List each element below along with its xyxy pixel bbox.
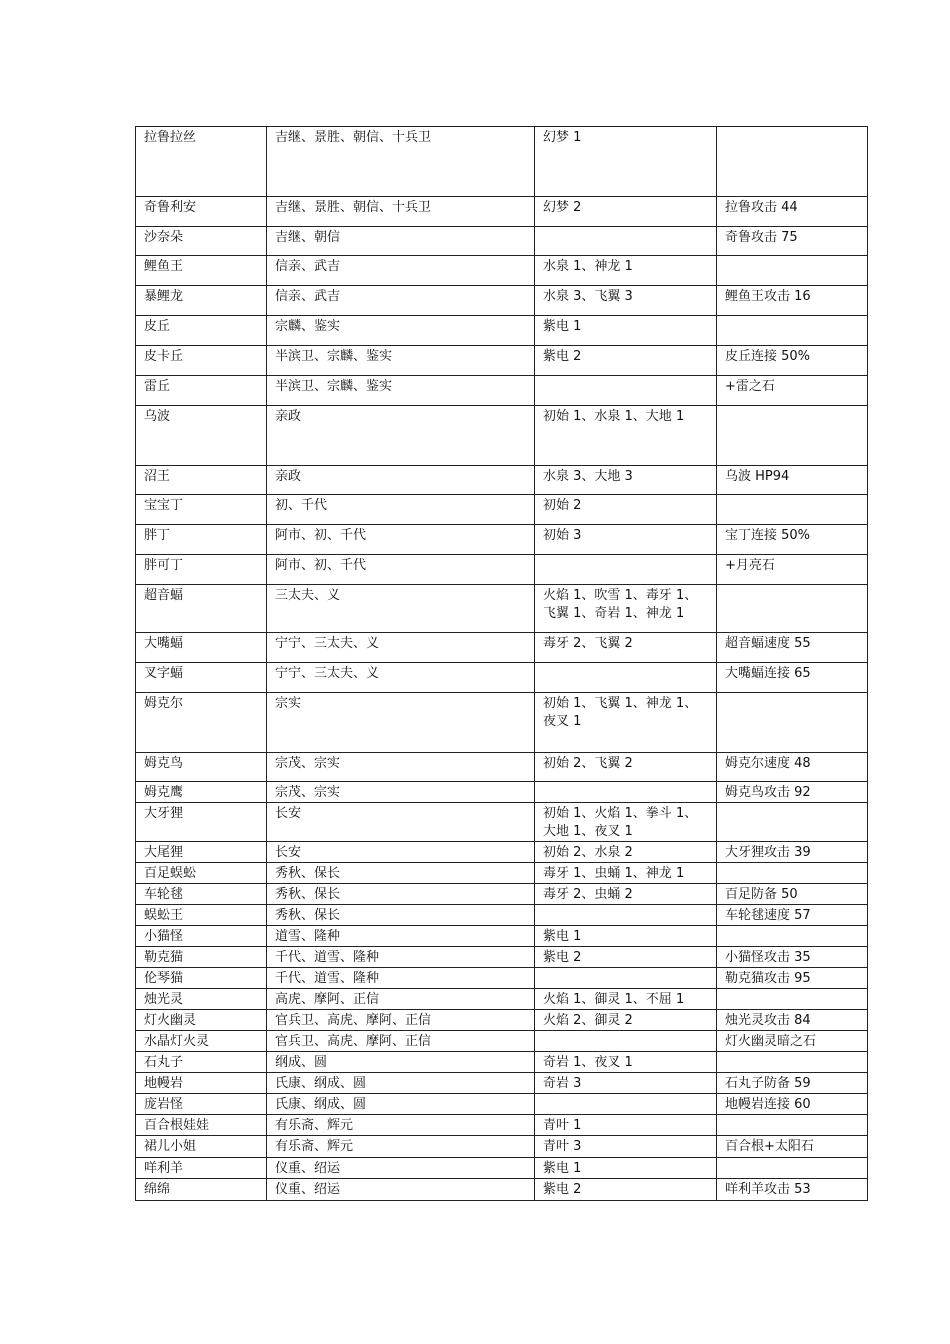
- requirement-cell: 毒牙 2、飞翼 2: [535, 633, 717, 663]
- pokemon-name-cell: 叉字蝠: [136, 663, 267, 693]
- pokemon-name-cell: 拉鲁拉丝: [136, 127, 267, 197]
- evolution-condition-cell: 大牙狸攻击 39: [717, 842, 868, 863]
- table-row: [136, 346, 868, 376]
- table-row: [136, 842, 868, 863]
- requirement-cell: 初始 3: [535, 525, 717, 555]
- pokemon-name-cell: 胖丁: [136, 525, 267, 555]
- pokemon-name-cell: 地幔岩: [136, 1073, 267, 1094]
- pokemon-name-cell: 大嘴蝠: [136, 633, 267, 663]
- table-row: [136, 753, 868, 782]
- evolution-table: [135, 126, 868, 1201]
- evolution-condition-cell: 乌波 HP94: [717, 466, 868, 495]
- commanders-cell: 宁宁、三太夫、义: [267, 633, 535, 663]
- evolution-condition-cell: 姆克尔速度 48: [717, 753, 868, 782]
- table-row: [136, 1031, 868, 1052]
- requirement-cell: 水泉 3、大地 3: [535, 466, 717, 495]
- commanders-cell: 吉继、景胜、朝信、十兵卫: [267, 127, 535, 197]
- table-row: [136, 197, 868, 227]
- table-row: [136, 256, 868, 286]
- requirement-cell: 紫电 1: [535, 926, 717, 947]
- pokemon-name-cell: 百足蜈蚣: [136, 863, 267, 884]
- requirement-cell: [535, 968, 717, 989]
- requirement-cell: [535, 555, 717, 585]
- commanders-cell: 长安: [267, 842, 535, 863]
- requirement-cell: 初始 2: [535, 495, 717, 525]
- requirement-cell: 幻梦 1: [535, 127, 717, 197]
- requirement-cell: 青叶 1: [535, 1115, 717, 1136]
- commanders-cell: 阿市、初、千代: [267, 555, 535, 585]
- commanders-cell: 半滨卫、宗麟、鉴实: [267, 376, 535, 406]
- pokemon-name-cell: 雷丘: [136, 376, 267, 406]
- table-row: [136, 286, 868, 316]
- requirement-cell: 幻梦 2: [535, 197, 717, 227]
- table-row: [136, 227, 868, 256]
- pokemon-name-cell: 水晶灯火灵: [136, 1031, 267, 1052]
- commanders-cell: 氏康、纲成、圆: [267, 1094, 535, 1115]
- requirement-cell: 火焰 1、吹雪 1、毒牙 1、 飞翼 1、奇岩 1、神龙 1: [535, 585, 717, 633]
- pokemon-name-cell: 姆克鸟: [136, 753, 267, 782]
- commanders-cell: 初、千代: [267, 495, 535, 525]
- pokemon-name-cell: 庞岩怪: [136, 1094, 267, 1115]
- pokemon-name-cell: 蜈蚣王: [136, 905, 267, 926]
- pokemon-name-cell: 烛光灵: [136, 989, 267, 1010]
- requirement-cell: 青叶 3: [535, 1136, 717, 1158]
- requirement-cell: 奇岩 3: [535, 1073, 717, 1094]
- evolution-condition-cell: 超音蝠速度 55: [717, 633, 868, 663]
- pokemon-name-cell: 裙儿小姐: [136, 1136, 267, 1158]
- commanders-cell: 道雪、隆种: [267, 926, 535, 947]
- requirement-cell: 紫电 2: [535, 947, 717, 968]
- evolution-condition-cell: [717, 926, 868, 947]
- evolution-condition-cell: [717, 989, 868, 1010]
- table-row: [136, 376, 868, 406]
- commanders-cell: 宗实: [267, 693, 535, 753]
- requirement-cell: [535, 227, 717, 256]
- commanders-cell: 千代、道雪、隆种: [267, 968, 535, 989]
- table-row: [136, 555, 868, 585]
- pokemon-name-cell: 伦琴猫: [136, 968, 267, 989]
- commanders-cell: 宗麟、鉴实: [267, 316, 535, 346]
- pokemon-name-cell: 皮卡丘: [136, 346, 267, 376]
- table-row: [136, 905, 868, 926]
- pokemon-name-cell: 百合根娃娃: [136, 1115, 267, 1136]
- commanders-cell: 信亲、武吉: [267, 286, 535, 316]
- evolution-condition-cell: 小猫怪攻击 35: [717, 947, 868, 968]
- pokemon-name-cell: 小猫怪: [136, 926, 267, 947]
- evolution-condition-cell: +雷之石: [717, 376, 868, 406]
- table-body: [136, 127, 868, 1201]
- table-row: [136, 663, 868, 693]
- table-row: [136, 316, 868, 346]
- evolution-condition-cell: 姆克鸟攻击 92: [717, 782, 868, 803]
- table-row: [136, 1094, 868, 1115]
- pokemon-name-cell: 石丸子: [136, 1052, 267, 1073]
- evolution-condition-cell: [717, 803, 868, 842]
- requirement-cell: 火焰 2、御灵 2: [535, 1010, 717, 1031]
- evolution-condition-cell: 鲤鱼王攻击 16: [717, 286, 868, 316]
- requirement-cell: [535, 1094, 717, 1115]
- evolution-condition-cell: [717, 863, 868, 884]
- evolution-condition-cell: [717, 316, 868, 346]
- table-row: [136, 585, 868, 633]
- commanders-cell: 仪重、绍运: [267, 1179, 535, 1201]
- pokemon-name-cell: 乌波: [136, 406, 267, 466]
- pokemon-name-cell: 胖可丁: [136, 555, 267, 585]
- requirement-cell: [535, 782, 717, 803]
- commanders-cell: 阿市、初、千代: [267, 525, 535, 555]
- evolution-condition-cell: 烛光灵攻击 84: [717, 1010, 868, 1031]
- commanders-cell: 秀秋、保长: [267, 863, 535, 884]
- table-row: [136, 782, 868, 803]
- commanders-cell: 半滨卫、宗麟、鉴实: [267, 346, 535, 376]
- table-row: [136, 633, 868, 663]
- table-row: [136, 1052, 868, 1073]
- requirement-cell: 奇岩 1、夜叉 1: [535, 1052, 717, 1073]
- evolution-condition-cell: 百合根+太阳石: [717, 1136, 868, 1158]
- table-row: [136, 803, 868, 842]
- evolution-condition-cell: [717, 127, 868, 197]
- table-row: [136, 127, 868, 197]
- pokemon-name-cell: 暴鲤龙: [136, 286, 267, 316]
- table-row: [136, 947, 868, 968]
- commanders-cell: 长安: [267, 803, 535, 842]
- evolution-condition-cell: [717, 1158, 868, 1179]
- commanders-cell: 吉继、朝信: [267, 227, 535, 256]
- commanders-cell: 亲政: [267, 466, 535, 495]
- pokemon-name-cell: 沙奈朵: [136, 227, 267, 256]
- requirement-cell: 初始 1、飞翼 1、神龙 1、 夜叉 1: [535, 693, 717, 753]
- table-row: [136, 1136, 868, 1158]
- pokemon-name-cell: 鲤鱼王: [136, 256, 267, 286]
- evolution-condition-cell: [717, 406, 868, 466]
- table-row: [136, 863, 868, 884]
- evolution-condition-cell: 百足防备 50: [717, 884, 868, 905]
- evolution-condition-cell: [717, 495, 868, 525]
- pokemon-name-cell: 勒克猫: [136, 947, 267, 968]
- table-row: [136, 1115, 868, 1136]
- table-row: [136, 1179, 868, 1201]
- evolution-condition-cell: 拉鲁攻击 44: [717, 197, 868, 227]
- evolution-condition-cell: [717, 693, 868, 753]
- commanders-cell: 宁宁、三太夫、义: [267, 663, 535, 693]
- table-row: [136, 466, 868, 495]
- evolution-condition-cell: 皮丘连接 50%: [717, 346, 868, 376]
- evolution-condition-cell: 奇鲁攻击 75: [717, 227, 868, 256]
- evolution-condition-cell: 大嘴蝠连接 65: [717, 663, 868, 693]
- commanders-cell: 吉继、景胜、朝信、十兵卫: [267, 197, 535, 227]
- pokemon-name-cell: 姆克鹰: [136, 782, 267, 803]
- pokemon-name-cell: 车轮毬: [136, 884, 267, 905]
- commanders-cell: 官兵卫、高虎、摩阿、正信: [267, 1031, 535, 1052]
- requirement-cell: [535, 1031, 717, 1052]
- requirement-cell: 初始 1、水泉 1、大地 1: [535, 406, 717, 466]
- requirement-cell: 初始 1、火焰 1、拳斗 1、 大地 1、夜叉 1: [535, 803, 717, 842]
- table-row: [136, 926, 868, 947]
- pokemon-name-cell: 咩利羊: [136, 1158, 267, 1179]
- table-row: [136, 406, 868, 466]
- commanders-cell: 秀秋、保长: [267, 884, 535, 905]
- pokemon-name-cell: 大牙狸: [136, 803, 267, 842]
- requirement-cell: 紫电 2: [535, 1179, 717, 1201]
- commanders-cell: 宗茂、宗实: [267, 782, 535, 803]
- pokemon-name-cell: 灯火幽灵: [136, 1010, 267, 1031]
- table-row: [136, 1073, 868, 1094]
- evolution-condition-cell: +月亮石: [717, 555, 868, 585]
- pokemon-name-cell: 超音蝠: [136, 585, 267, 633]
- requirement-cell: 毒牙 2、虫蛹 2: [535, 884, 717, 905]
- commanders-cell: 氏康、纲成、圆: [267, 1073, 535, 1094]
- table-row: [136, 884, 868, 905]
- requirement-cell: 紫电 1: [535, 1158, 717, 1179]
- evolution-condition-cell: [717, 1115, 868, 1136]
- evolution-condition-cell: 勒克猫攻击 95: [717, 968, 868, 989]
- evolution-condition-cell: 灯火幽灵暗之石: [717, 1031, 868, 1052]
- commanders-cell: 有乐斋、辉元: [267, 1115, 535, 1136]
- commanders-cell: 千代、道雪、隆种: [267, 947, 535, 968]
- requirement-cell: [535, 905, 717, 926]
- commanders-cell: 亲政: [267, 406, 535, 466]
- table-row: [136, 968, 868, 989]
- requirement-cell: 火焰 1、御灵 1、不屈 1: [535, 989, 717, 1010]
- evolution-condition-cell: 宝丁连接 50%: [717, 525, 868, 555]
- requirement-cell: 水泉 3、飞翼 3: [535, 286, 717, 316]
- requirement-cell: [535, 376, 717, 406]
- commanders-cell: 信亲、武吉: [267, 256, 535, 286]
- table-row: [136, 1158, 868, 1179]
- table-row: [136, 1010, 868, 1031]
- requirement-cell: 紫电 1: [535, 316, 717, 346]
- requirement-cell: 初始 2、飞翼 2: [535, 753, 717, 782]
- pokemon-name-cell: 绵绵: [136, 1179, 267, 1201]
- evolution-condition-cell: [717, 585, 868, 633]
- commanders-cell: 有乐斋、辉元: [267, 1136, 535, 1158]
- evolution-condition-cell: [717, 1052, 868, 1073]
- pokemon-name-cell: 皮丘: [136, 316, 267, 346]
- evolution-condition-cell: 车轮毬速度 57: [717, 905, 868, 926]
- pokemon-name-cell: 沼王: [136, 466, 267, 495]
- requirement-cell: 毒牙 1、虫蛹 1、神龙 1: [535, 863, 717, 884]
- evolution-condition-cell: 地幔岩连接 60: [717, 1094, 868, 1115]
- requirement-cell: 紫电 2: [535, 346, 717, 376]
- table-row: [136, 495, 868, 525]
- commanders-cell: 纲成、圆: [267, 1052, 535, 1073]
- evolution-condition-cell: 咩利羊攻击 53: [717, 1179, 868, 1201]
- pokemon-name-cell: 奇鲁利安: [136, 197, 267, 227]
- commanders-cell: 高虎、摩阿、正信: [267, 989, 535, 1010]
- table-row: [136, 989, 868, 1010]
- pokemon-name-cell: 大尾狸: [136, 842, 267, 863]
- pokemon-name-cell: 宝宝丁: [136, 495, 267, 525]
- commanders-cell: 仪重、绍运: [267, 1158, 535, 1179]
- commanders-cell: 三太夫、义: [267, 585, 535, 633]
- requirement-cell: 初始 2、水泉 2: [535, 842, 717, 863]
- table-row: [136, 525, 868, 555]
- evolution-condition-cell: 石丸子防备 59: [717, 1073, 868, 1094]
- requirement-cell: 水泉 1、神龙 1: [535, 256, 717, 286]
- commanders-cell: 秀秋、保长: [267, 905, 535, 926]
- requirement-cell: [535, 663, 717, 693]
- commanders-cell: 官兵卫、高虎、摩阿、正信: [267, 1010, 535, 1031]
- commanders-cell: 宗茂、宗实: [267, 753, 535, 782]
- pokemon-name-cell: 姆克尔: [136, 693, 267, 753]
- evolution-condition-cell: [717, 256, 868, 286]
- table-row: [136, 693, 868, 753]
